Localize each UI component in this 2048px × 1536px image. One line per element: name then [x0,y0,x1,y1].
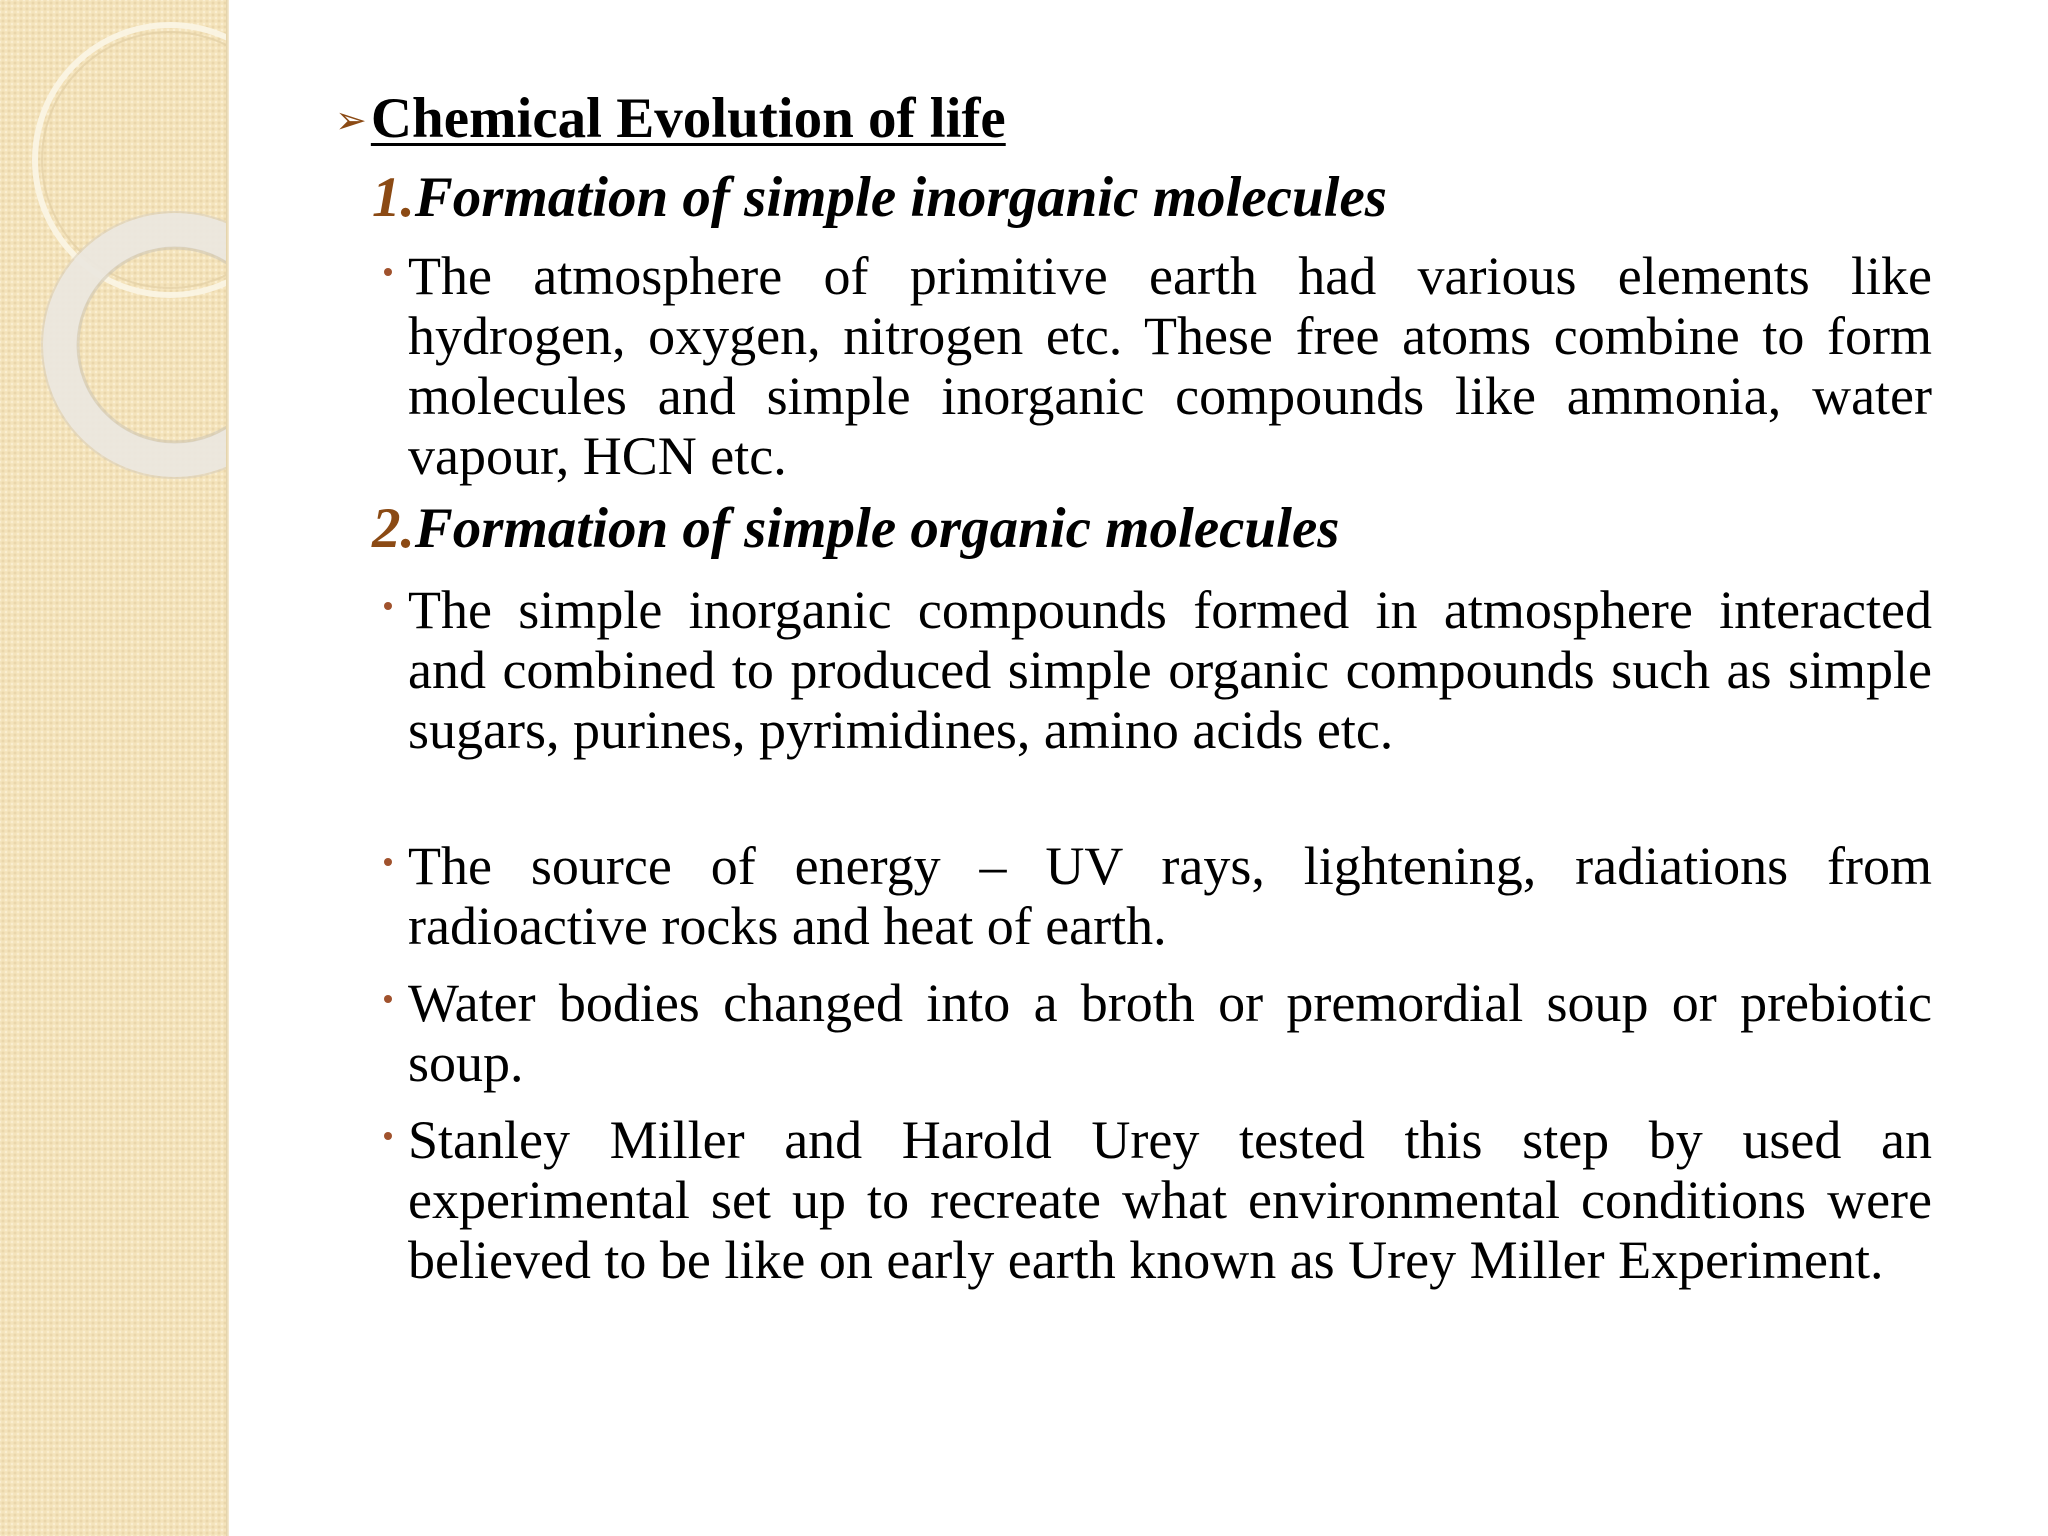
list-item [408,1110,1932,1290]
section-heading-text-2: Formation of simple organic molecules [414,497,1340,560]
slide-title: Chemical Evolution of life [370,87,1006,150]
section-heading-text-1: Formation of simple inorganic molecules [414,166,1387,229]
section-number-1: 1. [372,166,415,229]
bullet-text: Water bodies changed into a broth or premordial soup or prebiotic soup. [408,973,1932,1093]
section-number-2: 2. [372,497,415,560]
dot-bullet-icon [384,1132,392,1140]
section-heading-1 [372,166,1387,230]
list-item [408,246,1932,486]
arrow-bullet-icon: ➢ [335,100,367,142]
list-item [408,580,1932,760]
bullet-text: Stanley Miller and Harold Urey tested this step by used an experimental set up to recreate what environmental conditions were believed to be like on early earth known as Urey Miller Experiment. [408,1110,1932,1290]
dot-bullet-icon [384,858,392,866]
slide-title-row [335,86,1006,151]
dot-bullet-icon [384,995,392,1003]
dot-bullet-icon [384,268,392,276]
section-heading-2 [372,497,1339,561]
bullet-text: The source of energy – UV rays, lightening, radiations from radioactive rocks and heat of earth. [408,836,1932,956]
dot-bullet-icon [384,602,392,610]
list-item [408,973,1932,1093]
bullet-text: The simple inorganic compounds formed in atmosphere interacted and combined to produced simple organic compounds such as simple sugars, purines, pyrimidines, amino acids etc. [408,580,1932,760]
list-item [408,836,1932,956]
bullet-text: The atmosphere of primitive earth had various elements like hydrogen, oxygen, nitrogen etc. These free atoms combine to form molecules and simple inorganic compounds like ammonia, water vapour, HCN etc. [408,246,1932,486]
